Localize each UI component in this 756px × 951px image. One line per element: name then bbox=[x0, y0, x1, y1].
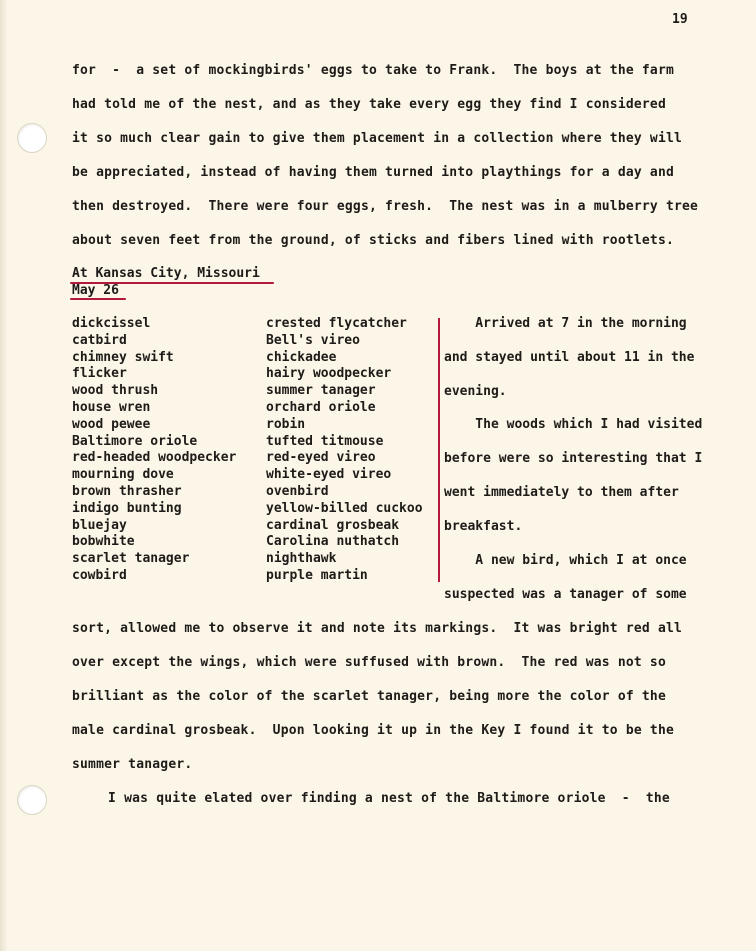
bird-name: purple martin bbox=[266, 567, 368, 583]
bird-name: yellow-billed cuckoo bbox=[266, 500, 423, 516]
bird-name: crested flycatcher bbox=[266, 316, 407, 331]
paragraph-1-line: had told me of the nest, and as they take every egg they find I considered bbox=[72, 97, 666, 112]
right-column-line: evening. bbox=[444, 384, 507, 399]
bird-list-column-2 bbox=[266, 316, 423, 585]
paragraph-1-line: about seven feet from the ground, of sticks and fibers lined with rootlets. bbox=[72, 233, 674, 248]
date-heading: May 26 bbox=[72, 283, 119, 298]
right-column-line: breakfast. bbox=[444, 519, 523, 534]
bird-name: Baltimore oriole bbox=[72, 433, 198, 449]
paragraph-2-line: sort, allowed me to observe it and note its markings. It was bright red all bbox=[72, 621, 683, 636]
bird-name: house wren bbox=[72, 399, 151, 415]
bird-name: wood pewee bbox=[72, 416, 151, 432]
bird-name: Carolina nuthatch bbox=[266, 534, 400, 550]
bird-name: tufted titmouse bbox=[266, 433, 384, 449]
right-column-line: and stayed until about 11 in the bbox=[444, 350, 695, 365]
bird-name: nighthawk bbox=[266, 551, 337, 567]
bird-name: summer tanager bbox=[266, 383, 376, 399]
bird-name: red-eyed vireo bbox=[266, 450, 376, 466]
bird-name: chimney swift bbox=[72, 349, 174, 365]
bird-name: Bell's vireo bbox=[266, 332, 360, 348]
bird-name: cowbird bbox=[72, 567, 127, 583]
red-margin-line bbox=[438, 318, 440, 582]
right-column-line: A new bird, which I at once bbox=[444, 553, 687, 568]
bird-list-column-1 bbox=[72, 316, 236, 585]
bird-name: robin bbox=[266, 416, 306, 432]
page-number: 19 bbox=[672, 12, 688, 27]
bird-name: catbird bbox=[72, 332, 127, 348]
bird-name: bobwhite bbox=[72, 534, 135, 550]
bird-name: ovenbird bbox=[266, 483, 329, 499]
right-column-line: went immediately to them after bbox=[444, 485, 679, 500]
paragraph-2-line: over except the wings, which were suffused with brown. The red was not so bbox=[72, 655, 666, 670]
paragraph-1-line: be appreciated, instead of having them turned into playthings for a day and bbox=[72, 165, 674, 180]
bird-name: dickcissel bbox=[72, 316, 151, 331]
punch-hole-bottom bbox=[17, 785, 47, 815]
bird-name: orchard oriole bbox=[266, 399, 376, 415]
paragraph-1-line: for - a set of mockingbirds' eggs to take to Frank. The boys at the farm bbox=[72, 63, 674, 78]
bird-name: white-eyed vireo bbox=[266, 467, 392, 483]
paragraph-2-line: brilliant as the color of the scarlet tanager, being more the color of the bbox=[72, 689, 666, 704]
right-column-line: The woods which I had visited bbox=[444, 417, 703, 432]
paragraph-1-line: it so much clear gain to give them placement in a collection where they will bbox=[72, 131, 683, 146]
paragraph-2-line: male cardinal grosbeak. Upon looking it up in the Key I found it to be the bbox=[72, 723, 674, 738]
date-underline bbox=[70, 298, 126, 300]
bird-name: red-headed woodpecker bbox=[72, 450, 237, 466]
paragraph-1-line: then destroyed. There were four eggs, fresh. The nest was in a mulberry tree bbox=[72, 199, 699, 214]
bird-name: mourning dove bbox=[72, 467, 174, 483]
bird-name: chickadee bbox=[266, 349, 337, 365]
bird-name: wood thrush bbox=[72, 383, 159, 399]
right-column-line: Arrived at 7 in the morning bbox=[444, 316, 687, 331]
bird-name: brown thrasher bbox=[72, 483, 182, 499]
bird-name: bluejay bbox=[72, 517, 127, 533]
bird-name: flicker bbox=[72, 366, 127, 382]
right-column-line: before were so interesting that I bbox=[444, 451, 703, 466]
right-column-line: suspected was a tanager of some bbox=[444, 587, 687, 602]
bird-name: indigo bunting bbox=[72, 500, 182, 516]
paragraph-2-line: summer tanager. bbox=[72, 757, 193, 772]
location-heading: At Kansas City, Missouri bbox=[72, 266, 260, 281]
bird-name: hairy woodpecker bbox=[266, 366, 392, 382]
bird-name: cardinal grosbeak bbox=[266, 517, 400, 533]
paragraph-3-line: I was quite elated over finding a nest of the Baltimore oriole - the bbox=[92, 791, 670, 806]
bird-name: scarlet tanager bbox=[72, 551, 190, 567]
punch-hole-top bbox=[17, 123, 47, 153]
